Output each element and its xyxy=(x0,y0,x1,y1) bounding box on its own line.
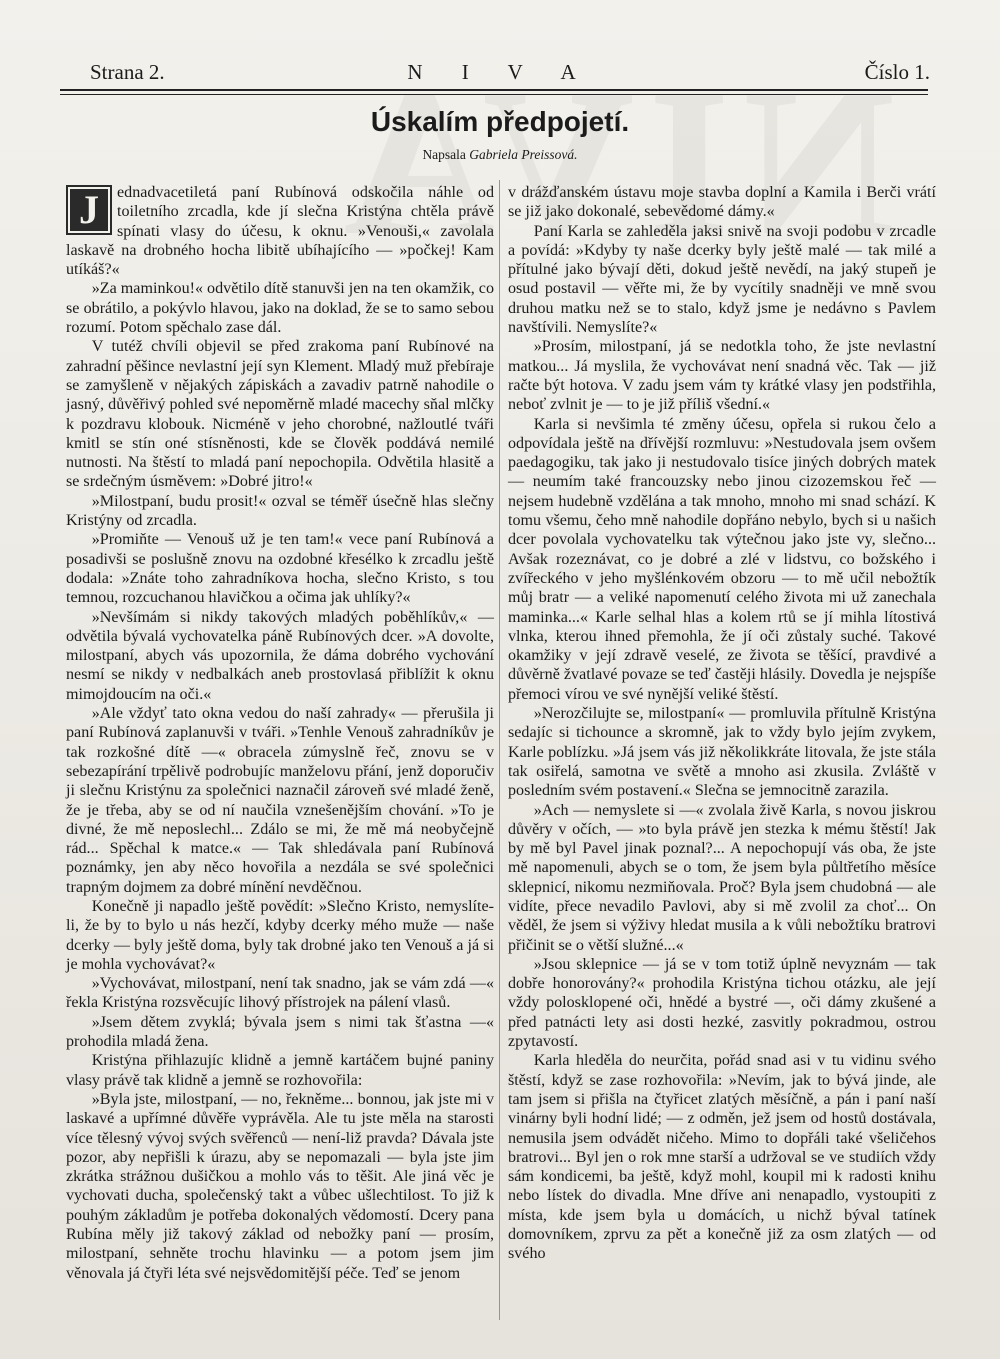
paragraph: »Jsem dětem zvyklá; bývala jsem s nimi tak šťastna —« prohodila mladá žena. xyxy=(66,1013,494,1051)
author-name: Gabriela Preissová. xyxy=(469,147,578,162)
paragraph: »Za maminkou!« odvětilo dítě stanuvši jen na ten okamžik, co se obrátilo, a pokývlo hlavou, jako na doklad, že se to samo sebou rozumí. Potom spěchalo zase dál. xyxy=(66,280,494,337)
paragraph: Karla si nevšimla té změny účesu, opřela si rukou čelo a odpovídala ještě na dřívější rozmluvu: »Nestudovala jsem ovšem paedagogiku, tak jako ji nestudovalo tisíce jiných dobrých matek — neumím také francouzsky nebo jinou cizozemskou řeč — nejsem hudebně vzdělána a tak mnoho, mnoho mi snad schází. K tomu všemu, čeho mně nahodile dopřáno nebylo, bych si u našich dcer povolala vychovatelku tak výtečnou jako jste vy, slečno... Avšak rozeznávat, co je dobré a zlé v lidstvu, co božského i zvířeckého v jeho myšlénkovém obzoru — to mě učil nebožtík můj bratr — a veliké napomenutí celého života mi už zanechala maminka...« Karle selhal hlas a kolem rtů se jí mihla lítostivá vlnka, kterou ihned přemohla, že jí oči zůstaly suché. Takové okamžiky v její zdravě veselé, ze života se těšící, pravdivé a důvěrně žvatlavé povaze se teď častěji hlásily. Dovedla je nejspíše přemoci vírou ve své nynější veliké štěstí. xyxy=(508,415,936,703)
paragraph: v drážďanském ústavu moje stavba doplní a Kamila i Berči vrátí se již jako dokonalé, sebevědomé dámy.« xyxy=(508,184,936,221)
paragraph: Konečně ji napadlo ještě povědít: »Slečno Kristo, nemyslíte-li, že by to bylo u nás hezčí, kdyby dcerky mého muže — naše dcerky — byly ještě doma, byly tak drobné jako ten Venouš a já si je mohla vychovávat?« xyxy=(66,897,494,973)
byline-prefix: Napsala xyxy=(422,147,466,162)
paragraph: »Nevšímám si nikdy takových mladých poběhlíkův,« — odvětila bývalá vychovatelka páně Rubínových dcer. »A dovolte, milostpaní, abych vás upozornila, že dáma dobrého vychování nesmí se nikdy v nedbalkách aneb prostovlasá přiblížit k oknu mimojdoucím na oči.« xyxy=(66,608,494,703)
column-divider xyxy=(499,180,500,1320)
byline xyxy=(0,146,1000,164)
paragraph: »Prosím, milostpaní, já se nedotkla toho, že jste nevlastní matkou... Já myslila, že vychovávat není snadná věc. Tak — již račte být hotova. V zadu jsem vám ty krátké vlasy jen podstřihla, neboť zvlnit je — to je již příliš všední.« xyxy=(508,338,936,414)
issue-number-label: Číslo 1. xyxy=(864,60,930,84)
periodical-title: N I V A xyxy=(407,60,593,84)
paragraph: ednadvacetiletá paní Rubínová odskočila náhle od toiletního zrcadla, kde jí slečna Kristýna chtěla právě spínati vlasy do účesu, k oknu. »Venouši,« zavolala laskavě na drobného hocha libitě ubíhajícího — »počkej! Kam utíkáš?« xyxy=(66,184,494,279)
paragraph: »Ach — nemyslete si —« zvolala živě Karla, s novou jiskrou důvěry v očích, — »to byla právě jen stezka k mému štěstí! Jak by mě byl Pavel jinak poznal?... A nepochopují vás oba, že jste mě napomenuli, abych se o tom, že jsem byla půltřetího měsíce sklepnicí, nikomu nezmiňovala. Proč? Byla jsem chudobná — ale vidíte, přece nevadilo Pavlovi, aby si mě zvolil za choť... On věděl, že jsem si výživy hledat musila a k vůli nebožtíku bratrovi přičinit se o větší služné...« xyxy=(508,801,936,954)
right-column xyxy=(508,183,936,1264)
left-column xyxy=(66,183,494,1283)
paragraph: Paní Karla se zahleděla jaksi snivě na svoji podobu v zrcadle a povídá: »Kdyby ty naše dcerky byly ještě malé — tak milé a přítulné jako bývají děti, dokud ještě nevědí, na jaký stupeň je osud postavil — věřte mi, že by vycítily snadněji ve mně svou druhou matku než se to stalo, když jsme je nedávno s Pavlem navštívili. Nemyslíte?« xyxy=(508,222,936,337)
header-rule-thick xyxy=(60,89,928,91)
drop-cap-initial: J xyxy=(66,185,112,235)
paragraph: »Vychovávat, milostpaní, není tak snadno, jak se vám zdá —« řekla Kristýna rozsvěcujíc lihový přístrojek na pálení vlasů. xyxy=(66,975,494,1012)
paragraph: »Promiňte — Venouš už je ten tam!« vece paní Rubínová a posadivši se poslušně znovu na ozdobné křesélko k zrcadlu ještě dodala: »Znáte toho zahradníkova hocha, slečno Kristo, s tou temnou, rozcuchanou hlavičkou a očima jak uhlíky?« xyxy=(66,531,494,607)
paragraph: Karla hleděla do neurčita, pořád snad asi v tu vidinu svého štěstí, když se zase rozhovořila: »Nevím, jak to bývá jinde, ale tam jsem si přišla na čtyřicet zlatých měsíčně, a pán i paní naší vinárny byli hodní lidé; — z odměn, jež jsem od hostů dostávala, nemusila jsem odvádět ničeho. Mimo to dopřáli také všeličehos bratrovi... Byl jen o rok mne starší a udržoval se ve studiích vždy sám kondicemi, ba ještě, když mohl, koupil mi k radosti knihu nebo lístek do divadla. Mne dříve ani nenapadlo, vystoupiti z místa, kde jsem byla u domácích, u nichž býval tatínek domovníkem, zprvu za pět a konečně již za osm zlatých — od svého xyxy=(508,1052,936,1263)
paragraph: »Jsou sklepnice — já se v tom totiž úplně nevyznám — tak dobře honorovány?« prohodila Kristýna tichou otázku, ale její vždy polosklopené oči, hnědé a bystré —, oči dámy zkušené a před patnácti lety asi dosti hezké, zasvitly pokradmou, ostrou zpytavostí. xyxy=(508,955,936,1051)
paragraph: »Byla jste, milostpaní, — no, řekněme... bonnou, jak jste mi v laskavé a upřímné důvěře vyprávěla. Ale tu jste měla na starosti více tělesný vývoj svých svěřenců — není-liž pravda? Dávala jste pozor, aby nepřišli k úrazu, aby se nepomazali — byla jste jim zkrátka strážnou dušičkou a mohlo vás to těšit. Ale jiná věc je vychovati ducha, společenský takt a vůbec ušlechtilost. To již k pouhým základům je potřeba dokonalých vědomostí. Dcery pana Rubína měly již takový základ od nebožky paní — prosím, milostpaní, sehněte trochu hlavinku — a potom jsem jim věnovala já čtyři léta své nejsvědomitější péče. Teď se jenom xyxy=(66,1090,494,1282)
paragraph: Kristýna přihlazujíc klidně a jemně kartáčem bujné paniny vlasy právě tak klidně a jemně se rozhovořila: xyxy=(66,1052,494,1089)
paragraph: »Milostpaní, budu prosit!« ozval se téměř úsečně hlas slečny Kristýny od zrcadla. xyxy=(66,492,494,530)
article-title: Úskalím předpojetí. xyxy=(370,106,630,137)
paragraph: V tutéž chvíli objevil se před zrakoma paní Rubínové na zahradní pěšince nevlastní její syn Klement. Mladý muž přebíraje se zamyšleně v nějakých zápiskách a zavadiv patrně nahodile o jasný, důvěřivý pohled své nepoměrně mladé macechy sňal mlčky k pozdravu klobouk. Nicméně v jeho chorobné, nažloutlé tváři kmitl se stín oné stísněnosti, kde se člověk poddává nemilé nutnosti. Na štěstí to mladá paní nepochopila. Odvětila hlasitě a se srdečným úsměvem: »Dobré jitro!« xyxy=(66,338,494,491)
paragraph: »Nerozčilujte se, milostpaní« — promluvila přítulně Kristýna sedajíc si tichounce a skromně, jak to vždy bylo jejím zvykem, Karle poblízku. »Já jsem vás již několikkráte litovala, že jste stála tak osiřelá, samotna ve světě a mnoho asi zkusila. Zvláště v posledním svém postavení.« Slečna se jemnocitně zarazila. xyxy=(508,705,936,800)
page-number-label: Strana 2. xyxy=(90,60,165,84)
header-rule-thin xyxy=(60,94,928,95)
paragraph: »Ale vždyť tato okna vedou do naší zahrady« — přerušila ji paní Rubínová zaplanuvši v tváři. »Tenhle Venouš zahradníkův je tak rozkošné dítě —« obracela zúmyslně řeč, znovu se v sebezapírání trpělivě podrobujíc manželovu přání, jenž doporučiv ji slečnu Kristýnu za společnici naznačil zároveň své mladé ženě, že je třeba, aby se od ní naučila vznešenějším chování. »To je divné, že mě neposlechl... Zdálo se mi, že mě má neobyčejně rád... Spěchal k matce.« — Tak shledávala paní Rubínová poznámky, jen aby něco hovořila a nezdála se své společnici trapným dojmem za dobré mínění nevděčnou. xyxy=(66,705,494,896)
